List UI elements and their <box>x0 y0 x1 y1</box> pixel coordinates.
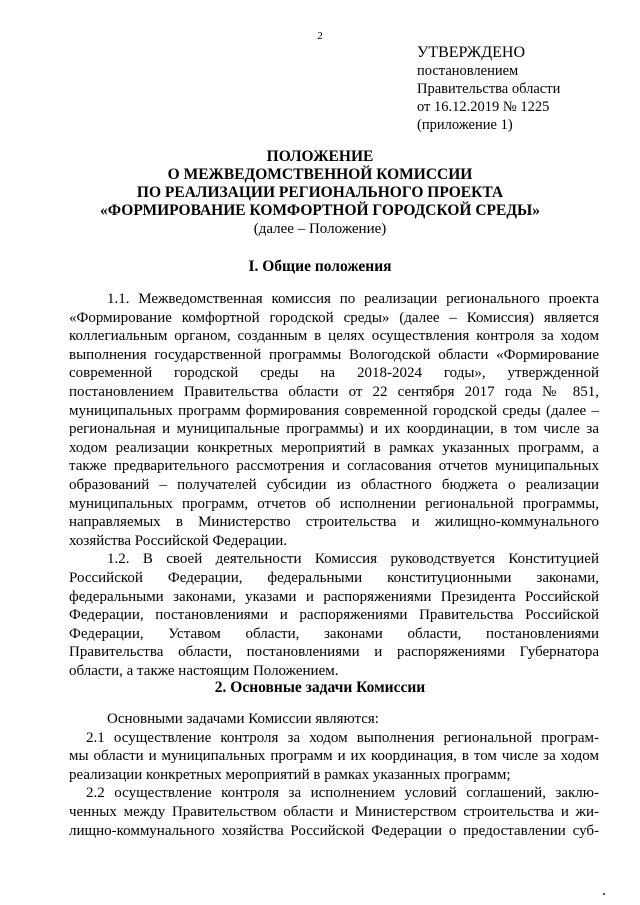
text-line: также предварительного рассмотрения и согласования отчетов муниципальных <box>69 458 599 475</box>
text-line: Основными задачами Комиссии являются: <box>107 711 379 727</box>
text-line: современной городской среды на 2018-2024 годы», утвержденной <box>69 365 599 382</box>
title-line: ПОЛОЖЕНИЕ <box>266 148 374 165</box>
approval-line: постановлением <box>417 63 519 79</box>
text-line: реализации конкретных мероприятий в рамках указанных программ; <box>69 766 511 783</box>
paragraph-2 <box>69 710 599 840</box>
text-line: федеральными законами, указами и распоряжениями Президента Российской <box>69 588 599 605</box>
text-line: направляемых в Министерство строительства и жилищно-коммунального <box>69 514 599 531</box>
scan-speck <box>603 893 605 895</box>
approval-stamp <box>417 44 627 134</box>
text-line: области, а также настоящим Положением. <box>69 662 339 679</box>
text-line: 2.1 осуществление контроля за ходом выполнения региональной програм- <box>86 729 599 746</box>
text-line: «Формирование комфортной городской среды» (далее – Комиссия) является <box>69 309 599 326</box>
text-line: 1.1. Межведомственная комиссия по реализации регионального проекта <box>107 291 599 307</box>
title-line: ПО РЕАЛИЗАЦИИ РЕГИОНАЛЬНОГО ПРОЕКТА <box>136 184 504 201</box>
document-title <box>0 148 640 238</box>
text-line: коллегиальным органом, созданным в целях осуществления контроля за ходом <box>69 328 599 345</box>
text-line: Российской Федерации, федеральными конституционными законами, <box>69 569 599 586</box>
approval-line: Правительства области <box>417 81 561 97</box>
text-line: муниципальных программ, отчетов об исполнении региональной программы, <box>69 495 599 512</box>
section-1-heading: I. Общие положения <box>248 258 392 275</box>
text-line: Правительства области, постановлениями и распоряжениями Губернатора <box>69 644 599 661</box>
approval-line: УТВЕРЖДЕНО <box>417 44 526 61</box>
title-line: О МЕЖВЕДОМСТВЕННОЙ КОМИССИИ <box>167 166 473 183</box>
text-line: 1.2. В своей деятельности Комиссия руководствуется Конституцией <box>107 551 599 568</box>
page-number: 2 <box>317 30 323 42</box>
text-line: выполнения государственной программы Вологодской области «Формирование <box>69 346 599 363</box>
text-line: хозяйства Российской Федерации. <box>69 532 288 549</box>
section-2-heading: 2. Основные задачи Комиссии <box>214 679 426 696</box>
title-note: (далее – Положение) <box>253 221 387 237</box>
text-line: образований – получателей субсидии из областного бюджета о реализации <box>69 476 599 493</box>
text-line: мы области и муниципальных программ и их координация, в том числе за ходом <box>69 748 599 765</box>
text-line: 2.2 осуществление контроля за исполнением условий соглашений, заклю- <box>86 785 599 802</box>
text-line: Федерации, постановлениями и распоряжениями Правительства Российской <box>69 607 599 624</box>
text-line: лищно-коммунального хозяйства Российской Федерации о предоставлении суб- <box>69 822 599 839</box>
text-line: ченных между Правительством области и Министерством строительства и жи- <box>69 803 599 820</box>
text-line: муниципальных программ формирования современной городской среды (далее – <box>69 402 599 419</box>
title-line: «ФОРМИРОВАНИЕ КОМФОРТНОЙ ГОРОДСКОЙ СРЕДЫ» <box>100 202 540 219</box>
text-line: ходом реализации конкретных мероприятий в рамках указанных программ, а <box>69 439 599 456</box>
approval-line: от 16.12.2019 № 1225 <box>417 99 550 115</box>
text-line: постановлением Правительства области от 22 сентября 2017 года № 851, <box>69 383 599 400</box>
text-line: Федерации, Уставом области, законами области, постановлениями <box>69 625 599 642</box>
approval-line: (приложение 1) <box>417 117 513 133</box>
text-line: региональная и муниципальные программы) и их координации, в том числе за <box>69 421 599 438</box>
paragraph-1-1 <box>69 290 599 680</box>
